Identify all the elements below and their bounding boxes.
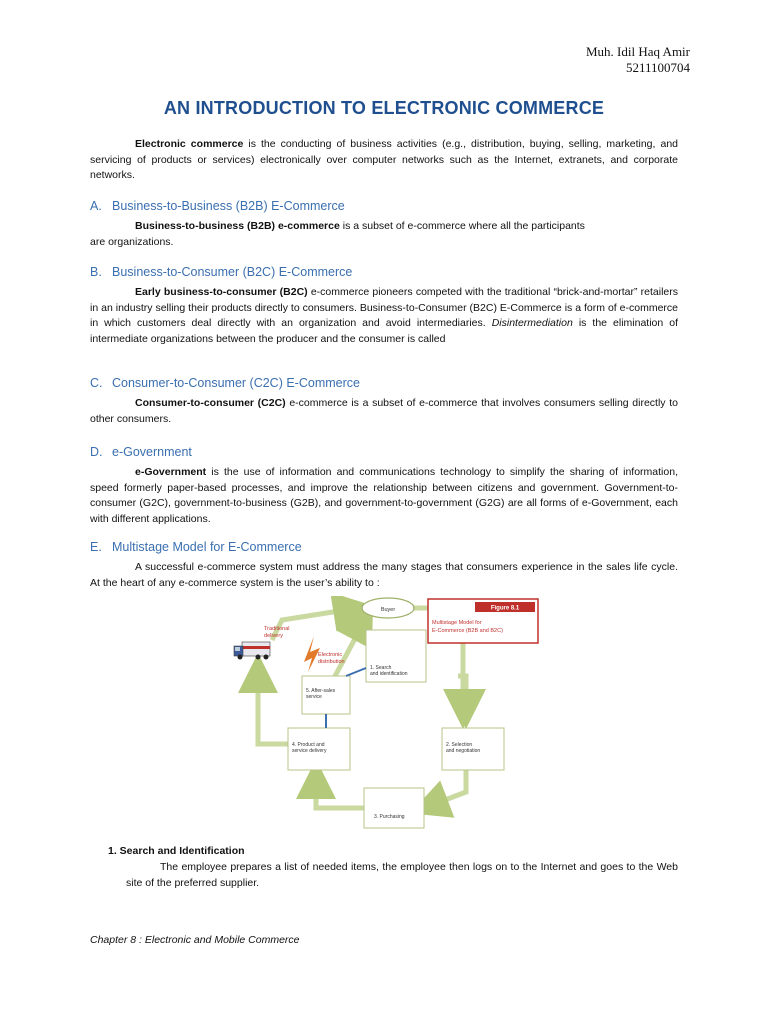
section-title: Consumer-to-Consumer (C2C) E-Commerce (112, 376, 360, 390)
author-name: Muh. Idil Haq Amir (586, 44, 690, 59)
electronic-label-line2: distribution (318, 659, 345, 665)
figure-caption-line1: Multistage Model for (432, 620, 482, 626)
section-heading-a (90, 199, 345, 213)
multistage-paragraph (90, 560, 678, 591)
section-letter: D. (90, 445, 103, 459)
b2c-text2: is the elimination of intermediate organizations between the producer and the consumer is called (90, 317, 678, 345)
arrow-delivery-to-truck (258, 668, 288, 744)
intro-term: Electronic commerce (135, 138, 244, 150)
traditional-label-line2: delivery (264, 633, 283, 639)
section-heading-d (90, 445, 192, 459)
b2b-term2: (B2B) e-commerce (244, 220, 340, 232)
stage4-label-line2: service delivery (292, 748, 327, 754)
b2c-italic: Disintermediation (491, 317, 573, 330)
section-letter: E. (90, 540, 102, 554)
stage3-label: 3. Purchasing (374, 814, 405, 820)
b2c-paragraph (90, 285, 678, 347)
list-item1-text: The employee prepares a list of needed items, the employee then logs on to the Internet and goes to the Web site of the preferred supplier. (126, 861, 678, 889)
section-heading-c (90, 376, 360, 390)
stage5-label-line2: service (306, 694, 322, 700)
egov-paragraph (90, 465, 678, 527)
section-title: e-Government (112, 445, 192, 459)
b2b-line2: are organizations. (90, 235, 174, 248)
section-title: Business-to-Business (B2B) E-Commerce (112, 199, 345, 213)
section-heading-e (90, 540, 302, 554)
author-id: 5211100704 (625, 60, 690, 75)
stage5-label-line1: 5. After-sales (306, 688, 336, 694)
stage3-box (364, 788, 424, 828)
multistage-model-figure (228, 596, 542, 832)
figure-caption-line2: E-Commerce (B2B and B2C) (432, 628, 503, 634)
buyer-label: Buyer (380, 607, 396, 613)
c2c-text: e-commerce is a subset of e-commerce that involves consumers selling directly to other consumers. (90, 397, 678, 425)
intro-paragraph (90, 137, 678, 184)
arrow-truck-to-buyer (272, 608, 358, 640)
stage2-label-line2: and negotiation (446, 748, 481, 754)
section-title: Multistage Model for E-Commerce (112, 540, 302, 554)
stage2-label-line1: 2. Selection (446, 742, 473, 748)
multistage-text: A successful e-commerce system must address the many stages that consumers experience in the sales life cycle. At the heart of any e-commerce system is the user’s ability to : (90, 561, 678, 589)
arrow-selection-to-purchasing (424, 766, 466, 808)
stage1-label-line1: 1. Search (370, 665, 392, 671)
page-footer: Chapter 8 : Electronic and Mobile Commerce (90, 934, 300, 946)
section-letter: A. (90, 199, 102, 213)
b2b-paragraph (90, 219, 678, 250)
b2c-text1: e-commerce pioneers competed with the traditional “brick-and-mortar” retailers in an industry selling their products directly to consumers. Business-to-Consumer (B2C) E-Commerce is a form of e-commerce in which customers deal directly with an organization and avoid intermediaries. (90, 286, 678, 330)
stage4-label-line1: 4. Product and (292, 742, 325, 748)
section-letter: C. (90, 376, 103, 390)
c2c-term: Consumer-to-consumer (C2C) (135, 397, 286, 409)
electronic-label-line1: Electronic (318, 652, 343, 658)
list-item1-paragraph (126, 860, 678, 891)
intro-text: is the conducting of business activities (e.g., distribution, buying, selling, marketing, and servicing of products or services) electronically over computer networks such as the Internet, extranets, and corporate networks. (90, 138, 678, 182)
egov-term: e-Government (135, 466, 207, 478)
figure-badge-label: Figure 8.1 (490, 605, 520, 612)
arrow-purchasing-to-delivery (316, 774, 364, 808)
section-letter: B. (90, 265, 102, 279)
list-item1-title: 1. Search and Identification (108, 845, 245, 857)
stage1-label-line2: and identification (370, 671, 408, 677)
b2b-term1: Business-to-business (135, 220, 245, 232)
author-block (586, 44, 690, 76)
section-heading-b (90, 265, 352, 279)
traditional-label-line1: Traditional (264, 626, 290, 632)
section-title: Business-to-Consumer (B2C) E-Commerce (112, 265, 353, 279)
b2c-term: Early business-to-consumer (B2C) (135, 286, 308, 298)
egov-text: is the use of information and communications technology to simplify the sharing of information, speed formerly paper-based processes, and improve the relationship between citizens and government. Government-to-consumer (G2C), government-to-business (G2B), and government-to-government (G2G) are all forms of e-Government, each with different applications. (90, 466, 678, 525)
truck-icon (234, 642, 270, 660)
connector-5-to-1 (346, 668, 366, 676)
page-title: AN INTRODUCTION TO ELECTRONIC COMMERCE (163, 98, 605, 118)
b2b-line1: is a subset of e-commerce where all the participants (339, 220, 585, 232)
c2c-paragraph (90, 396, 678, 427)
